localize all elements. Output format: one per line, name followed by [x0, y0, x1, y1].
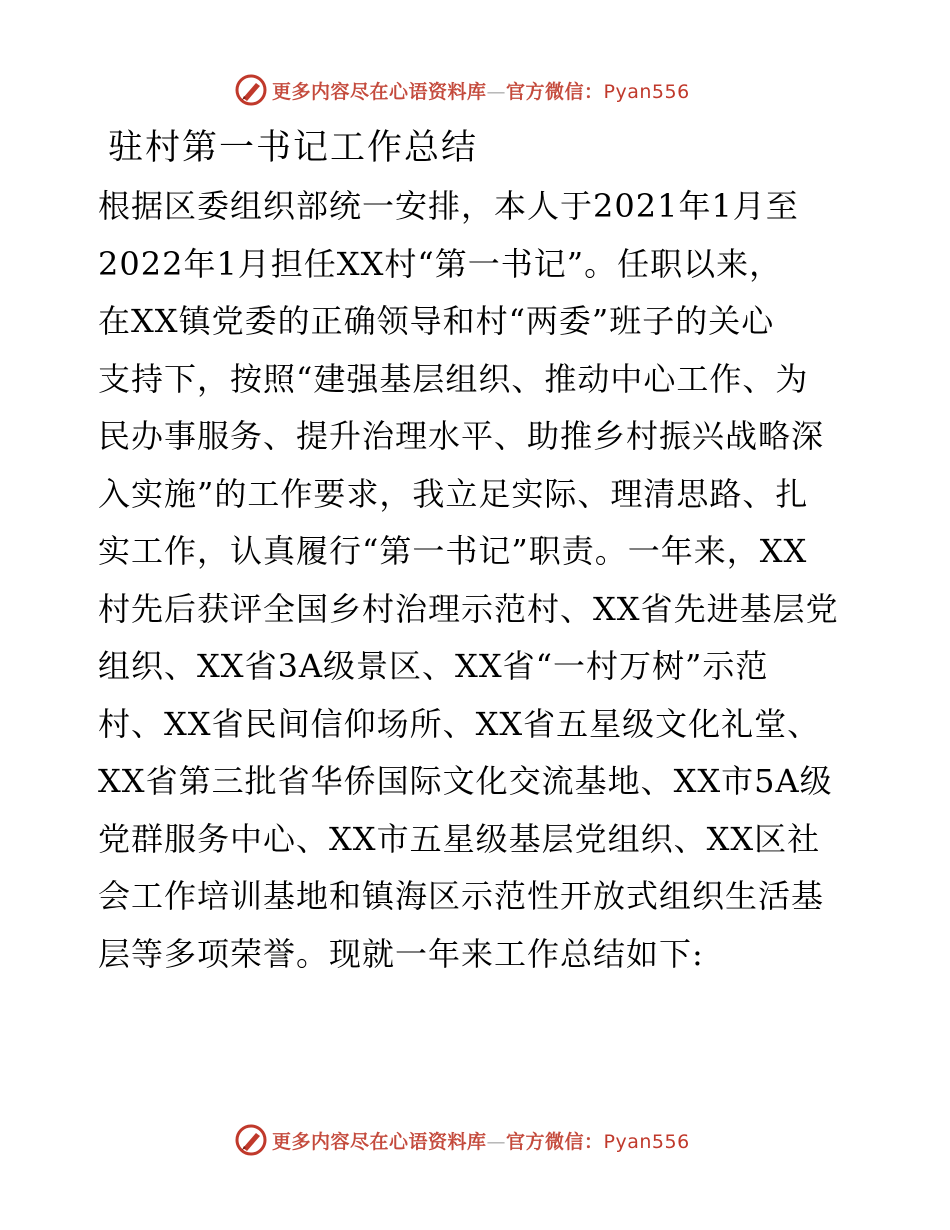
paragraph-line: 层等多项荣誉。现就一年来工作总结如下: [98, 934, 704, 973]
banner-contact-text: 官方微信： [506, 80, 604, 103]
pen-logo-icon [234, 73, 268, 107]
banner-text [272, 1127, 690, 1154]
pen-logo-icon [234, 1123, 268, 1157]
banner-site-text: 更多内容尽在心语资料库 [272, 1130, 487, 1153]
paragraph-line: 支持下，按照“建强基层组织、推动中心工作、为 [98, 359, 809, 398]
footer-watermark-banner [234, 1122, 690, 1158]
paragraph-line: 党群服务中心、XX市五星级基层党组织、XX区社 [98, 819, 821, 858]
header-watermark-banner [234, 72, 690, 108]
banner-site-text: 更多内容尽在心语资料库 [272, 80, 487, 103]
paragraph-line: 村先后获评全国乡村治理示范村、XX省先进基层党 [98, 589, 839, 628]
paragraph-line: 民办事服务、提升治理水平、助推乡村振兴战略深 [98, 417, 825, 455]
paragraph-line: 实工作，认真履行“第一书记”职责。一年来，XX [98, 532, 808, 570]
banner-separator: — [486, 80, 507, 103]
banner-contact-text: 官方微信： [506, 1130, 604, 1153]
banner-separator: — [486, 1130, 507, 1153]
paragraph-line: 2022年1月担任XX村“第一书记”。任职以来， [98, 244, 783, 283]
document-title: 驻村第一书记工作总结 [108, 128, 479, 168]
banner-wechat-id: Pyan556 [603, 80, 690, 103]
paragraph-line: 根据区委组织部统一安排，本人于2021年1月至 [98, 187, 799, 225]
paragraph-line: XX省第三批省华侨国际文化交流基地、XX市5A级 [98, 762, 833, 800]
banner-text [272, 77, 690, 104]
paragraph-line: 在XX镇党委的正确领导和村“两委”班子的关心 [98, 302, 775, 340]
paragraph-line: 组织、XX省3A级景区、XX省“一村万树”示范 [98, 647, 769, 685]
paragraph-line: 入实施”的工作要求，我立足实际、理清思路、扎 [98, 474, 809, 513]
paragraph-line: 村、XX省民间信仰场所、XX省五星级文化礼堂、 [98, 704, 821, 743]
banner-wechat-id: Pyan556 [603, 1130, 690, 1153]
body-paragraph [98, 178, 858, 983]
paragraph-line: 会工作培训基地和镇海区示范性开放式组织生活基 [98, 877, 825, 915]
